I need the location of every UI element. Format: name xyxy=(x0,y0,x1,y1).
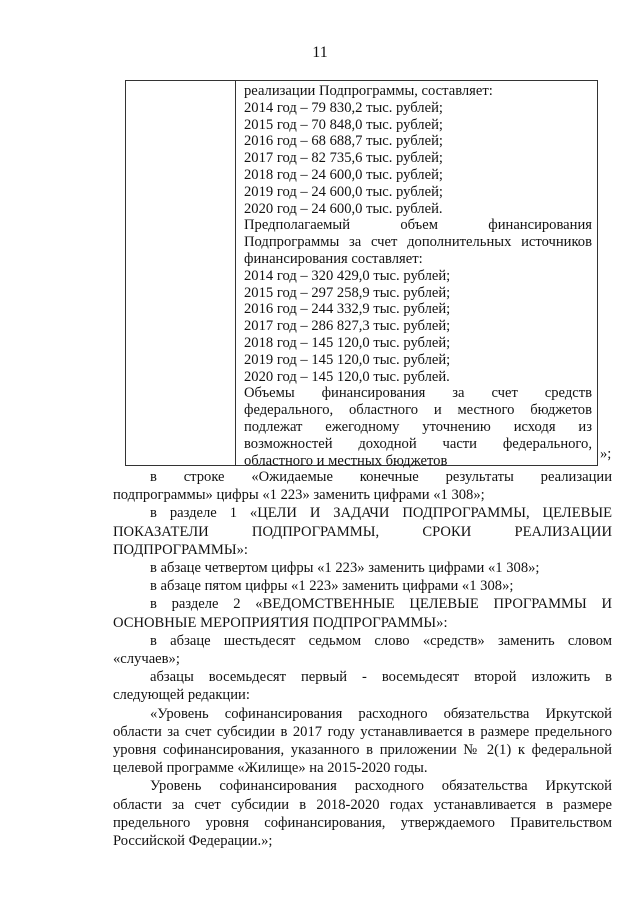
body-text-line: следующей редакции: xyxy=(113,687,250,704)
page-number: 11 xyxy=(312,44,328,61)
table-text-line: 2016 год – 68 688,7 тыс. рублей; xyxy=(244,133,443,150)
table-column-divider xyxy=(235,81,236,465)
table-text-line: возможностей доходной части федерального, xyxy=(244,435,592,452)
body-text-line: в разделе 1 «ЦЕЛИ И ЗАДАЧИ ПОДПРОГРАММЫ, ЦЕЛЕВЫЕ xyxy=(150,505,612,522)
body-text-line: области за счет субсидии в 2017 году устанавливается в размере предельного xyxy=(113,723,612,740)
table-text-line: 2018 год – 145 120,0 тыс. рублей; xyxy=(244,334,451,351)
body-text-line: в абзаце шестьдесят седьмом слово «средств» заменить словом xyxy=(150,632,612,649)
table-text-line: 2014 год – 320 429,0 тыс. рублей; xyxy=(244,267,451,284)
closing-quote: »; xyxy=(600,446,612,462)
body-text-line: Российской Федерации.»; xyxy=(113,833,273,850)
body-text-line: «Уровень софинансирования расходного обязательства Иркутской xyxy=(150,705,612,722)
table-right-cell xyxy=(244,83,592,469)
table-text-line: областного и местных бюджетов xyxy=(244,452,448,469)
table-text-line: 2015 год – 297 258,9 тыс. рублей; xyxy=(244,284,451,301)
passport-table xyxy=(125,80,598,469)
body-text-line: Уровень софинансирования расходного обязательства Иркутской xyxy=(150,778,612,795)
body-text-line: области за счет субсидии в 2018-2020 годах устанавливается в размере xyxy=(113,796,612,813)
table-text-line: 2019 год – 145 120,0 тыс. рублей; xyxy=(244,351,451,368)
table-text-line: Подпрограммы за счет дополнительных источников xyxy=(244,234,592,251)
table-text-line: 2015 год – 70 848,0 тыс. рублей; xyxy=(244,116,443,133)
table-text-line: 2020 год – 145 120,0 тыс. рублей. xyxy=(244,368,450,385)
table-text-line: 2019 год – 24 600,0 тыс. рублей; xyxy=(244,183,443,200)
body-text-line: предельного уровня софинансирования, утверждаемого Правительством xyxy=(113,814,612,831)
body-text-line: «случаев»; xyxy=(113,651,180,668)
table-text-line: 2017 год – 82 735,6 тыс. рублей; xyxy=(244,150,443,167)
table-text-line: 2014 год – 79 830,2 тыс. рублей; xyxy=(244,99,443,116)
body-text-line: ОСНОВНЫЕ МЕРОПРИЯТИЯ ПОДПРОГРАММЫ»: xyxy=(113,614,448,631)
table-text-line: реализации Подпрограммы, составляет: xyxy=(244,83,493,99)
amendment-text xyxy=(113,468,612,850)
body-text-line: в абзаце пятом цифры «1 223» заменить цифрами «1 308»; xyxy=(150,578,514,595)
body-text-line: в абзаце четвертом цифры «1 223» заменить цифрами «1 308»; xyxy=(150,560,540,577)
body-text-line: ПОКАЗАТЕЛИ ПОДПРОГРАММЫ, СРОКИ РЕАЛИЗАЦИИ xyxy=(113,523,612,540)
table-text-line: федерального, областного и местного бюджетов xyxy=(244,402,592,419)
body-text-line: ПОДПРОГРАММЫ»: xyxy=(113,541,248,558)
body-text-line: в разделе 2 «ВЕДОМСТВЕННЫЕ ЦЕЛЕВЫЕ ПРОГРАММЫ И xyxy=(150,596,612,613)
body-text-line: абзацы восемьдесят первый - восемьдесят второй изложить в xyxy=(150,669,612,686)
body-text-line: целевой программе «Жилище» на 2015-2020 годы. xyxy=(113,760,428,777)
table-text-line: подлежат ежегодному уточнению исходя из xyxy=(244,418,592,435)
table-text-line: Объемы финансирования за счет средств xyxy=(244,385,592,402)
table-text-line: 2020 год – 24 600,0 тыс. рублей. xyxy=(244,200,443,217)
body-text-line: в строке «Ожидаемые конечные результаты реализации xyxy=(150,469,612,485)
table-text-line: Предполагаемый объем финансирования xyxy=(244,217,592,234)
table-text-line: 2018 год – 24 600,0 тыс. рублей; xyxy=(244,166,443,183)
table-text-line: 2017 год – 286 827,3 тыс. рублей; xyxy=(244,318,451,335)
table-text-line: 2016 год – 244 332,9 тыс. рублей; xyxy=(244,301,451,318)
table-text-line: финансирования составляет: xyxy=(244,250,423,267)
body-text-line: уровня софинансирования, указанного в приложении № 2(1) к федеральной xyxy=(113,742,612,759)
body-text-line: подпрограммы» цифры «1 223» заменить цифрами «1 308»; xyxy=(113,487,485,504)
